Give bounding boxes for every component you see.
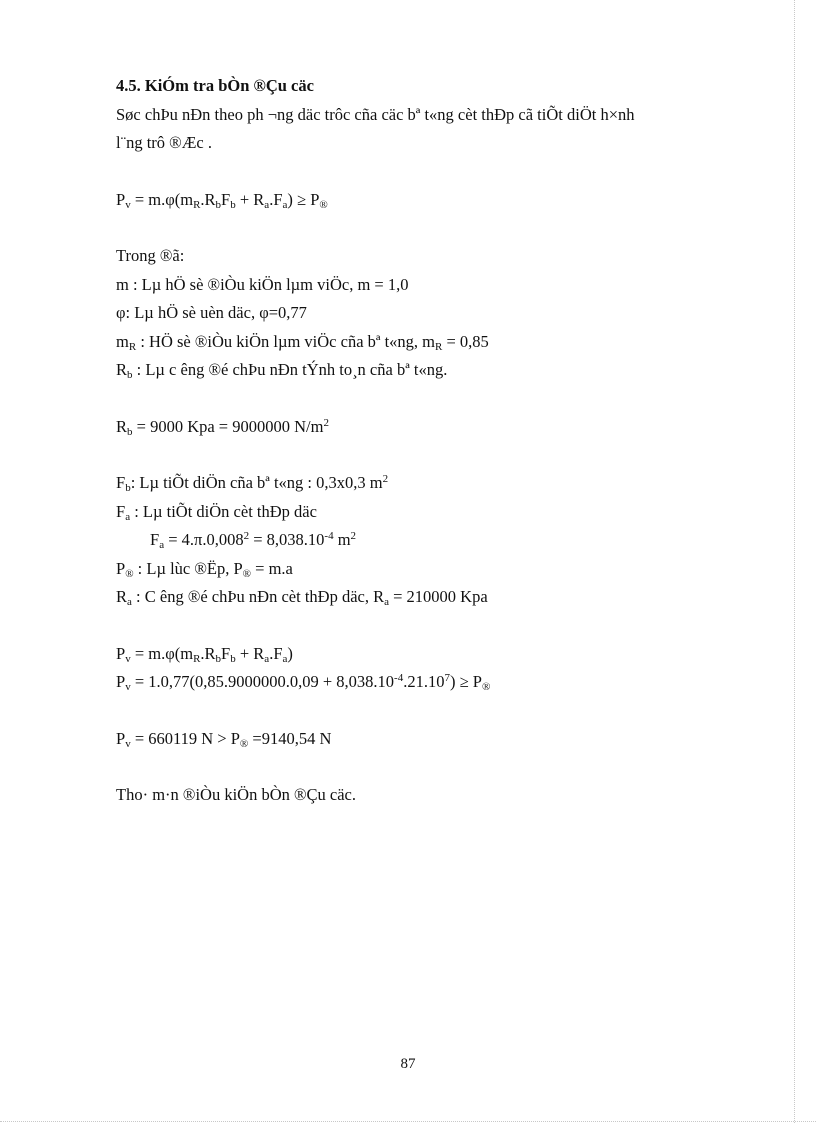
definition-m: m : Lµ hÖ sè ®iÒu kiÖn lµm viÖc, m = 1,0 <box>116 274 409 294</box>
section-title: 4.5. KiÓm tra bÒn ®Çu cäc <box>116 76 314 95</box>
equation-3: $P_v = 1.0,77(0,85.9000000.0,09 + 8,038.10^{-4}.21.10^7) \ge P_®$ <box>116 672 491 693</box>
page-border-bottom <box>0 1121 816 1122</box>
definition-phi: φ: Lµ hÖ sè uèn däc, φ=0,77 <box>116 303 307 322</box>
equation-4: $P_v = 660119$ $N > P_® =9140,54$ N <box>116 728 332 750</box>
page-number: 87 <box>400 1056 416 1072</box>
definition-rb: $R_b$ : Lµ c êng ®é chÞu nÐn tÝnh to¸n cña bª t«ng. <box>116 360 448 381</box>
intro-line-2: l¨ng trô ®Æc . <box>116 133 212 152</box>
definition-mr: $m_R$ : HÖ sè ®iÒu kiÖn lµm viÖc cña bª t«ng, $m_R = 0,85$ <box>116 331 489 353</box>
document-body <box>116 72 756 810</box>
definition-fa: $F_a$ : Lµ tiÕt diÖn cèt thÐp däc <box>116 501 317 523</box>
equation-1: $P_v = m.\varphi(m_R.R_bF_b + R_a.F_a) \ge P_®$ <box>116 189 328 211</box>
equation-2: $P_v = m.\varphi(m_R.R_bF_b + R_a.F_a)$ <box>116 643 293 665</box>
definition-fb: $F_b$: Lµ tiÕt diÖn cña bª t«ng : 0,3x0,3 $m^2$ <box>116 473 389 494</box>
intro-line-1: Søc chÞu nÐn theo ph ¬ng däc trôc cña cäc bª t«ng cèt thÐp cã tiÕt diÖt h×nh <box>116 104 635 124</box>
rb-value: $R_b = 9000$ Kpa = 9000000 $N/m^2$ <box>116 416 329 438</box>
fa-value: $F_a = 4.\pi.0,008^2 = 8,038.10^{-4}$ $m^2$ <box>150 530 357 551</box>
conclusion: Tho· m·n ®iÒu kiÖn bÒn ®Çu cäc. <box>116 785 356 804</box>
where-label: Trong ®ã: <box>116 246 185 265</box>
page-border-right <box>794 0 795 1123</box>
definition-ra: $R_a$ : C êng ®é chÞu nÐn cèt thÐp däc, $R_a = 210000$ Kpa <box>116 587 488 608</box>
definition-pd: $P_®$ : Lµ lùc ®Ëp, $P_® = m.a$ <box>116 558 293 580</box>
